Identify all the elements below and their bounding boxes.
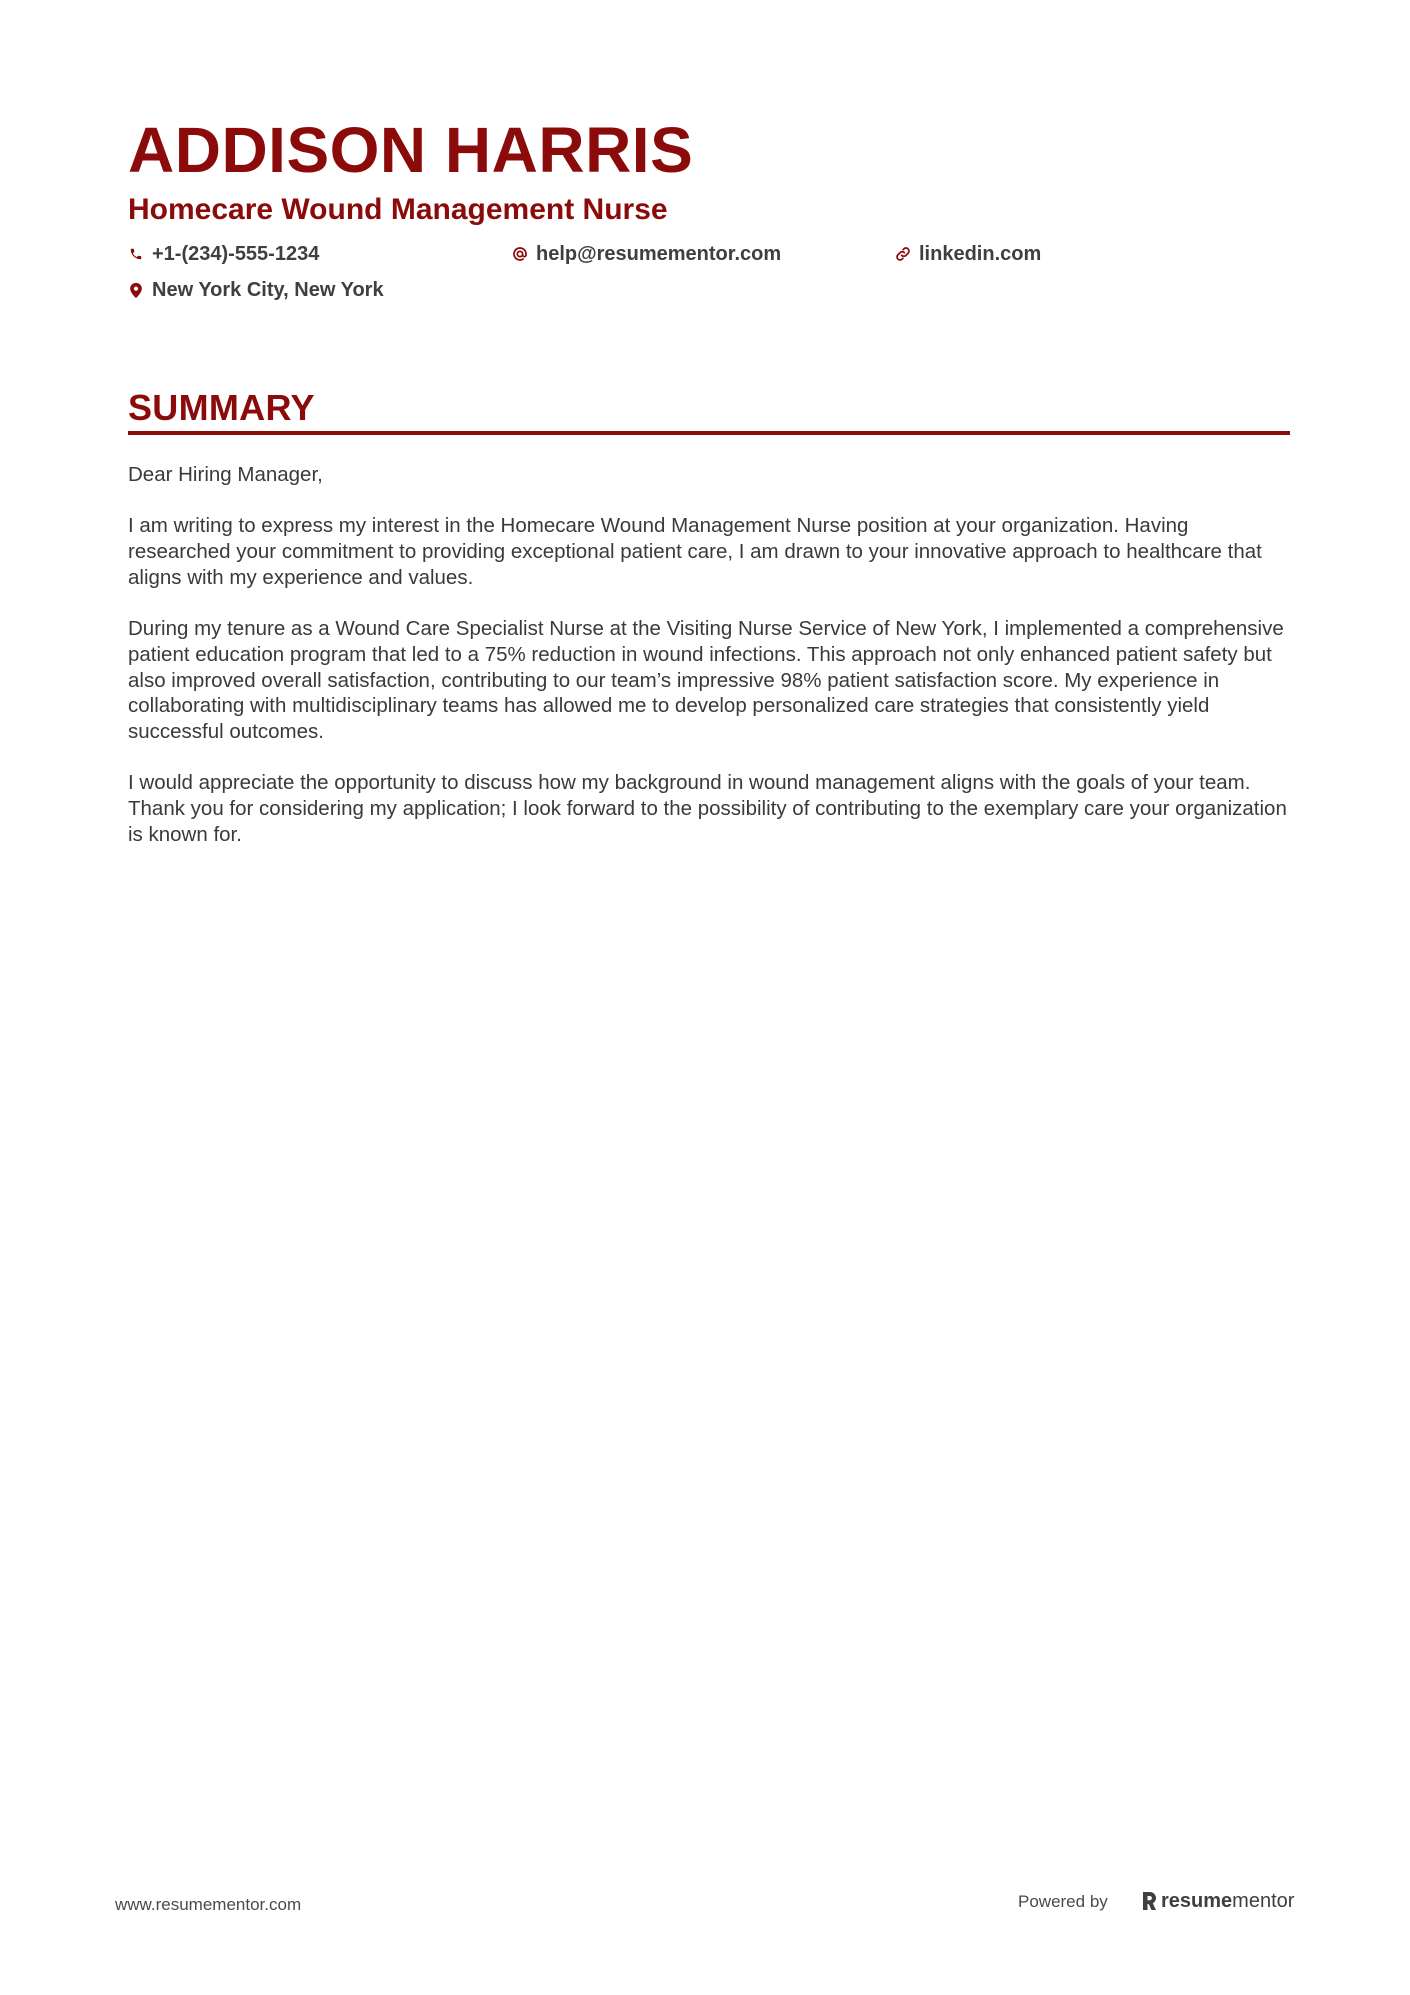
- phone-text: +1-(234)-555-1234: [152, 243, 320, 265]
- email-text[interactable]: help@resumementor.com: [536, 243, 782, 265]
- body-paragraph: I would appreciate the opportunity to discuss how my background in wound management aligns with the goals of your team. Thank you for considering my application; I look forward to the possibility of contributing to the exemplary care your organization is known for.: [128, 771, 1287, 846]
- job-title: Homecare Wound Management Nurse: [128, 193, 668, 226]
- candidate-name: ADDISON HARRIS: [128, 114, 694, 186]
- map-pin-icon: [128, 281, 144, 299]
- contact-phone: [128, 240, 319, 268]
- powered-by-label: Powered by: [1018, 1892, 1108, 1911]
- summary-heading: SUMMARY: [128, 387, 315, 428]
- body-paragraph: I am writing to express my interest in the Homecare Wound Management Nurse position at your organization. Having researched your commitment to providing exceptional patient care, I am drawn to your innovative approach to healthcare that aligns with my experience and values.: [128, 514, 1262, 589]
- brand-name-part2: mentor: [1232, 1889, 1295, 1912]
- summary-body: [128, 462, 1293, 873]
- brand-logo[interactable]: [1141, 1886, 1294, 1916]
- at-icon: [512, 245, 528, 263]
- linkedin-text[interactable]: linkedin.com: [919, 243, 1042, 265]
- link-icon: [895, 245, 911, 263]
- footer-url[interactable]: www.resumementor.com: [115, 1895, 302, 1914]
- contact-email: [512, 240, 781, 268]
- salutation: Dear Hiring Manager,: [128, 463, 323, 486]
- phone-icon: [128, 245, 144, 263]
- contact-linkedin: [895, 240, 1041, 268]
- contact-location: [128, 276, 384, 304]
- body-paragraph: During my tenure as a Wound Care Specialist Nurse at the Visiting Nurse Service of New York, I implemented a comprehensive patient education program that led to a 75% reduction in wound infections. This approach not only enhanced patient safety but also improved overall satisfaction, contributing to our team’s impressive 98% patient satisfaction score. My experience in collaborating with multidisciplinary teams has allowed me to develop personalized care strategies that consistently yield successful outcomes.: [128, 617, 1284, 743]
- brand-name-part1: resume: [1161, 1889, 1233, 1912]
- location-text: New York City, New York: [152, 279, 384, 301]
- resumementor-logo-icon: [1141, 1891, 1157, 1911]
- section-divider: [128, 431, 1290, 435]
